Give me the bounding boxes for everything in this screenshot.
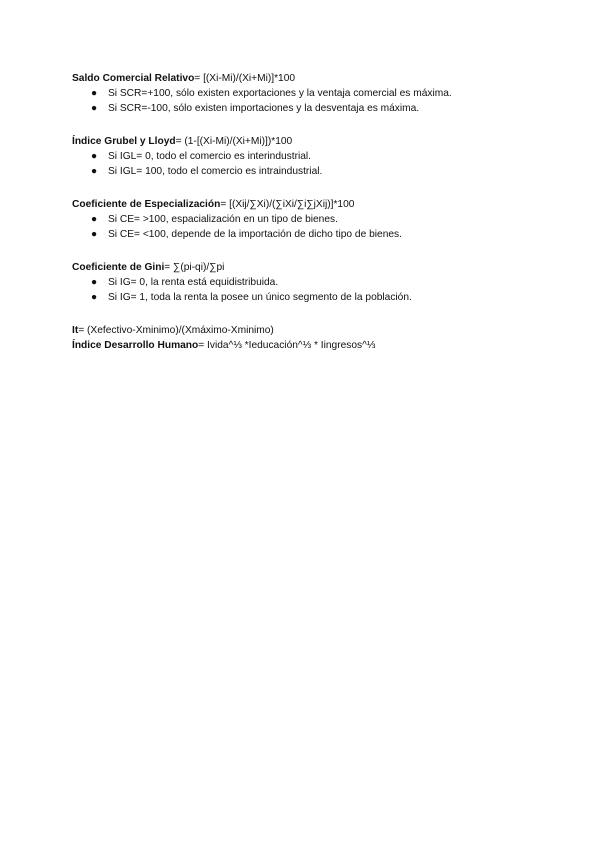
- list-item-text: Si IGL= 100, todo el comercio es intraindustrial.: [108, 166, 323, 177]
- formula-line: [72, 134, 542, 149]
- term-formula: = [(Xij/∑Xi)/(∑iXi/∑i∑jXij)]*100: [220, 199, 355, 210]
- bullet-list: [72, 149, 542, 179]
- bullet-list: [72, 86, 542, 116]
- bullet-icon: ●: [91, 229, 98, 240]
- bullet-icon: ●: [91, 292, 98, 303]
- term-title: Índice Grubel y Lloyd: [72, 136, 176, 147]
- list-item: [72, 290, 542, 305]
- term-formula: = Ivida^⅓ *Ieducación^⅓ * Iingresos^⅓: [198, 340, 376, 351]
- bullet-icon: ●: [91, 103, 98, 114]
- list-item: [72, 227, 542, 242]
- term-formula: = (Xefectivo-Xminimo)/(Xmáximo-Xminimo): [78, 325, 274, 336]
- list-item: [72, 275, 542, 290]
- bullet-icon: ●: [91, 151, 98, 162]
- section-grubel-lloyd: [72, 134, 542, 179]
- section-indices: [72, 323, 542, 353]
- bullet-icon: ●: [91, 166, 98, 177]
- list-item-text: Si IGL= 0, todo el comercio es interindustrial.: [108, 151, 311, 162]
- list-item-text: Si CE= <100, depende de la importación de dicho tipo de bienes.: [108, 229, 402, 240]
- list-item: [72, 212, 542, 227]
- bullet-icon: ●: [91, 88, 98, 99]
- formula-line: [72, 338, 542, 353]
- document-page: [72, 71, 542, 353]
- bullet-icon: ●: [91, 214, 98, 225]
- list-item-text: Si SCR=-100, sólo existen importaciones y la desventaja es máxima.: [108, 103, 420, 114]
- formula-line: [72, 197, 542, 212]
- list-item: [72, 86, 542, 101]
- bullet-icon: ●: [91, 277, 98, 288]
- bullet-list: [72, 275, 542, 305]
- term-title: Saldo Comercial Relativo: [72, 73, 195, 84]
- term-title: Coeficiente de Especialización: [72, 199, 221, 210]
- formula-line: [72, 260, 542, 275]
- section-gini: [72, 260, 542, 305]
- formula-line: [72, 71, 542, 86]
- term-title: It: [72, 325, 79, 336]
- list-item: [72, 164, 542, 179]
- bullet-list: [72, 212, 542, 242]
- term-formula: = [(Xi-Mi)/(Xi+Mi)]*100: [194, 73, 296, 84]
- list-item-text: Si SCR=+100, sólo existen exportaciones y la ventaja comercial es máxima.: [108, 88, 452, 99]
- list-item-text: Si IG= 1, toda la renta la posee un único segmento de la población.: [108, 292, 412, 303]
- list-item-text: Si IG= 0, la renta está equidistribuida.: [108, 277, 279, 288]
- term-title: Coeficiente de Gini: [72, 262, 165, 273]
- list-item: [72, 101, 542, 116]
- formula-line: [72, 323, 542, 338]
- list-item-text: Si CE= >100, espacialización en un tipo de bienes.: [108, 214, 338, 225]
- section-especializacion: [72, 197, 542, 242]
- term-formula: = (1-[(Xi-Mi)/(Xi+Mi)])*100: [175, 136, 293, 147]
- term-formula: = ∑(pi-qi)/∑pi: [164, 262, 225, 273]
- term-title: Índice Desarrollo Humano: [72, 340, 199, 351]
- list-item: [72, 149, 542, 164]
- section-saldo-comercial: [72, 71, 542, 116]
